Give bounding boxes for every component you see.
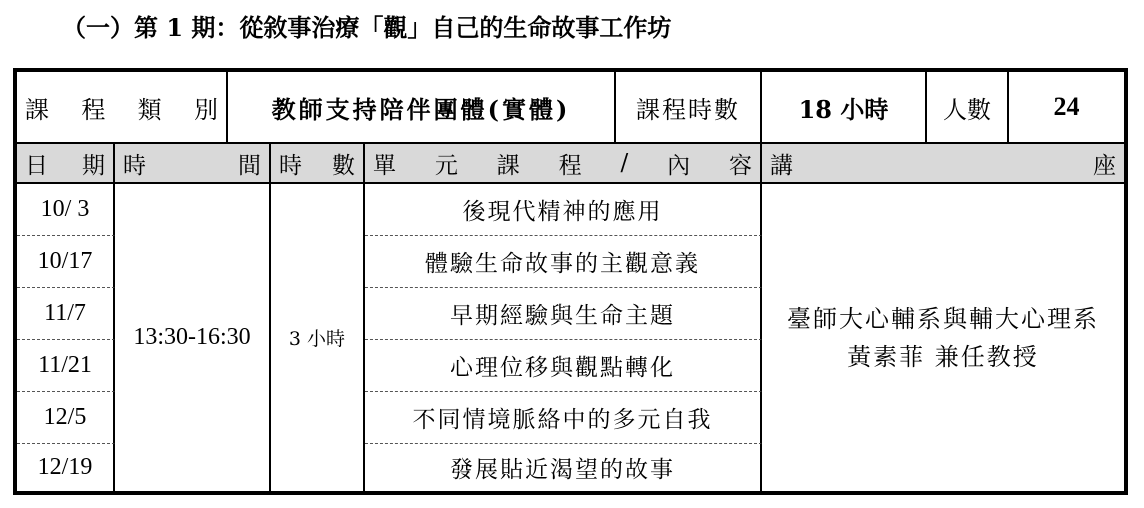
header-char: 間 xyxy=(238,152,261,179)
time-cell: 13:30-16:30 xyxy=(115,184,271,491)
header-content xyxy=(365,144,762,184)
category-label xyxy=(17,72,228,144)
date-cell: 11/21 xyxy=(17,340,115,392)
unit-cell: 不同情境脈絡中的多元自我 xyxy=(365,392,762,444)
lecturer-cell xyxy=(762,184,1124,491)
header-char: 座 xyxy=(1093,152,1116,179)
category-label-char: 課 xyxy=(25,95,49,124)
header-char: / xyxy=(620,150,629,176)
header-date xyxy=(17,144,115,184)
header-char: 內 xyxy=(667,152,691,179)
date-cell: 12/5 xyxy=(17,392,115,444)
hours-cell: 3 小時 xyxy=(271,184,365,491)
hours-label: 課程時數 xyxy=(616,72,762,144)
header-char: 課 xyxy=(496,152,520,179)
date-cell: 10/ 3 xyxy=(17,184,115,236)
unit-cell: 體驗生命故事的主觀意義 xyxy=(365,236,762,288)
header-lecturer xyxy=(762,144,1124,184)
category-label-char: 程 xyxy=(81,95,106,124)
unit-cell: 心理位移與觀點轉化 xyxy=(365,340,762,392)
header-char: 元 xyxy=(434,152,458,179)
header-char: 時 xyxy=(123,152,146,179)
unit-cell: 後現代精神的應用 xyxy=(365,184,762,236)
unit-cell: 早期經驗與生命主題 xyxy=(365,288,762,340)
date-cell: 11/7 xyxy=(17,288,115,340)
header-hours xyxy=(271,144,365,184)
header-char: 期 xyxy=(82,152,105,179)
category-label-char: 別 xyxy=(193,95,218,124)
category-label-char: 類 xyxy=(137,95,162,124)
date-cell: 12/19 xyxy=(17,444,115,491)
hours-value: 18 小時 xyxy=(762,72,927,144)
header-char: 日 xyxy=(25,152,48,179)
lecturer-affiliation: 臺師大心輔系與輔大心理系 xyxy=(787,304,1099,333)
unit-cell: 發展貼近渴望的故事 xyxy=(365,444,762,491)
header-time xyxy=(115,144,271,184)
header-char: 程 xyxy=(558,152,582,179)
category-value: 教師支持陪伴團體(實體) xyxy=(228,72,616,144)
header-char: 時 xyxy=(279,152,302,179)
header-char: 容 xyxy=(729,152,752,179)
course-table xyxy=(13,68,1128,495)
header-char: 講 xyxy=(770,152,793,179)
header-char: 數 xyxy=(332,152,355,179)
page-title: （一）第 1 期：從敘事治療「觀」自己的生命故事工作坊 xyxy=(62,13,672,42)
people-label: 人數 xyxy=(927,72,1009,144)
date-cell: 10/17 xyxy=(17,236,115,288)
header-char: 單 xyxy=(373,152,396,179)
people-value: 24 xyxy=(1009,72,1124,144)
lecturer-name: 黃素菲 兼任教授 xyxy=(847,342,1039,371)
